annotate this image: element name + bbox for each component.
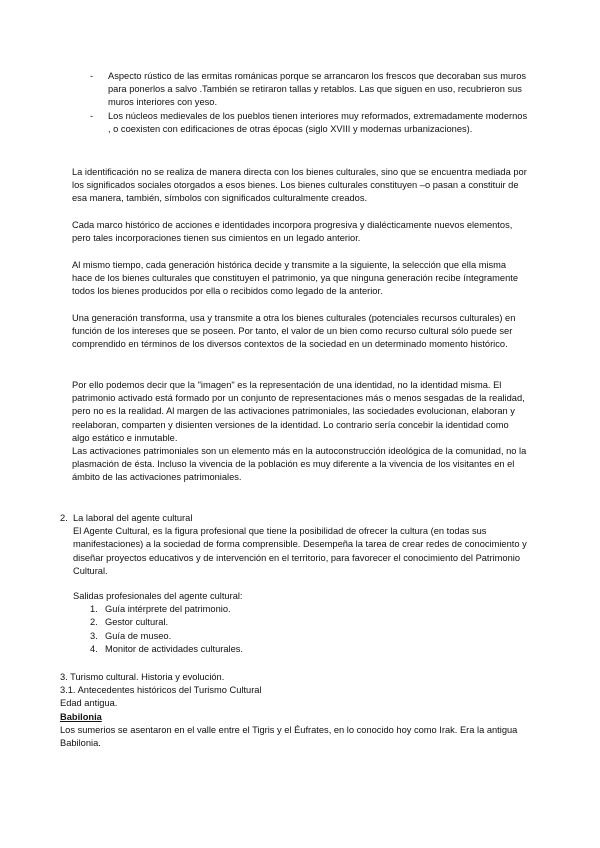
list-number: 2. <box>90 617 98 628</box>
list-item-text: Gestor cultural. <box>105 617 169 628</box>
section-heading: 3. Turismo cultural. Historia y evolución. <box>60 672 225 682</box>
list-number: 4. <box>90 643 98 654</box>
list-item-text: Los núcleos medievales de los pueblos tienen interiores muy reformados, extremadamente modernos , o coexisten con edificaciones de otras épocas (siglo XVIII y modernas urbanizaciones). <box>108 110 528 134</box>
list-item-text: Aspecto rústico de las ermitas románicas porque se arrancaron los frescos que decoraban sus muros para ponerlos a salvo .También se retiraron tallas y retablos. Las que siguen en uso, recubrieron sus muros interiores con yeso. <box>108 71 527 108</box>
list-item <box>90 630 530 643</box>
paragraph: Por ello podemos decir que la "imagen" es la representación de una identidad, no la identidad misma. El patrimonio activado está formado por un conjunto de representaciones más o menos sesgadas de la realidad, pero no es la realidad. Al margen de las activaciones patrimoniales, las sociedades evolucionan, elaboran y reelaboran, comparten y disienten versiones de la identidad. Lo contrario sería concebir la identidad como algo estático e inmutable. <box>72 380 525 443</box>
paragraph: Las activaciones patrimoniales son un elemento más en la autoconstrucción ideológica de la comunidad, no la plasmación de ésta. Incluso la vivencia de la población es muy diferente a la vivencia de los visitantes en el ámbito de las activaciones patrimoniales. <box>72 446 527 483</box>
section-body: El Agente Cultural, es la figura profesional que tiene la posibilidad de ofrecer la cultura (en todas sus manifestaciones) a la sociedad de forma comprensible. Desempeña la tarea de crear redes de conocimiento y diseñar proyectos educativos y de intervención en el territorio, para favorecer el conocimiento del Patrimonio Cultural. <box>73 526 527 576</box>
list-item <box>90 70 530 110</box>
subsection-heading: 3.1. Antecedentes históricos del Turismo Cultural <box>60 685 262 696</box>
list-number: 1. <box>90 604 98 615</box>
section-title: La laboral del agente cultural <box>73 513 193 523</box>
list-item <box>90 643 530 656</box>
dash-list <box>90 70 530 136</box>
dash-bullet: - <box>90 71 94 81</box>
era-label: Edad antigua. <box>60 698 118 709</box>
list-item-text: Monitor de actividades culturales. <box>105 643 243 654</box>
section-turismo-cultural <box>60 671 530 750</box>
list-item-text: Guía intérprete del patrimonio. <box>105 604 231 615</box>
list-item <box>90 110 530 136</box>
paragraph: Una generación transforma, usa y transmite a otra los bienes culturales (potenciales recursos culturales) en función de los intereses que se poseen. Por tanto, el valor de un bien como recurso cultural sólo puede ser comprendido en términos de los diversos contextos de la sociedad en un determinado momento histórico. <box>72 313 516 350</box>
section-body: Los sumerios se asentaron en el valle entre el Tigris y el Éufrates, en lo conocido hoy como Irak. Era la antigua Babilonia. <box>60 724 518 749</box>
list-item-text: Guía de museo. <box>105 630 172 641</box>
section-number: 2. <box>60 513 68 523</box>
topic-heading: Babilonia <box>60 711 102 722</box>
list-item <box>90 616 530 629</box>
section-agente-cultural <box>60 512 530 656</box>
salidas-title: Salidas profesionales del agente cultural: <box>73 591 243 602</box>
list-item <box>90 603 530 616</box>
paragraph: Cada marco histórico de acciones e identidades incorpora progresiva y dialécticamente nuevos elementos, pero tales incorporaciones tienen sus cimientos en un legado anterior. <box>72 220 513 244</box>
salidas-list <box>60 603 530 656</box>
dash-bullet: - <box>90 110 94 121</box>
paragraph: La identificación no se realiza de manera directa con los bienes culturales, sino que se encuentra mediada por los significados sociales otorgados a esos bienes. Los bienes culturales constituyen –o pasan a constituir de esa manera, también, símbolos con significados culturalmente creados. <box>72 167 527 204</box>
list-number: 3. <box>90 630 98 641</box>
paragraph: Al mismo tiempo, cada generación histórica decide y transmite a la siguiente, la selección que ella misma hace de los bienes culturales que constituyen el patrimonio, ya que ninguna generación recibe íntegramente todos los bienes producidos por ella o recibidos como legado de la anterior. <box>72 260 519 297</box>
